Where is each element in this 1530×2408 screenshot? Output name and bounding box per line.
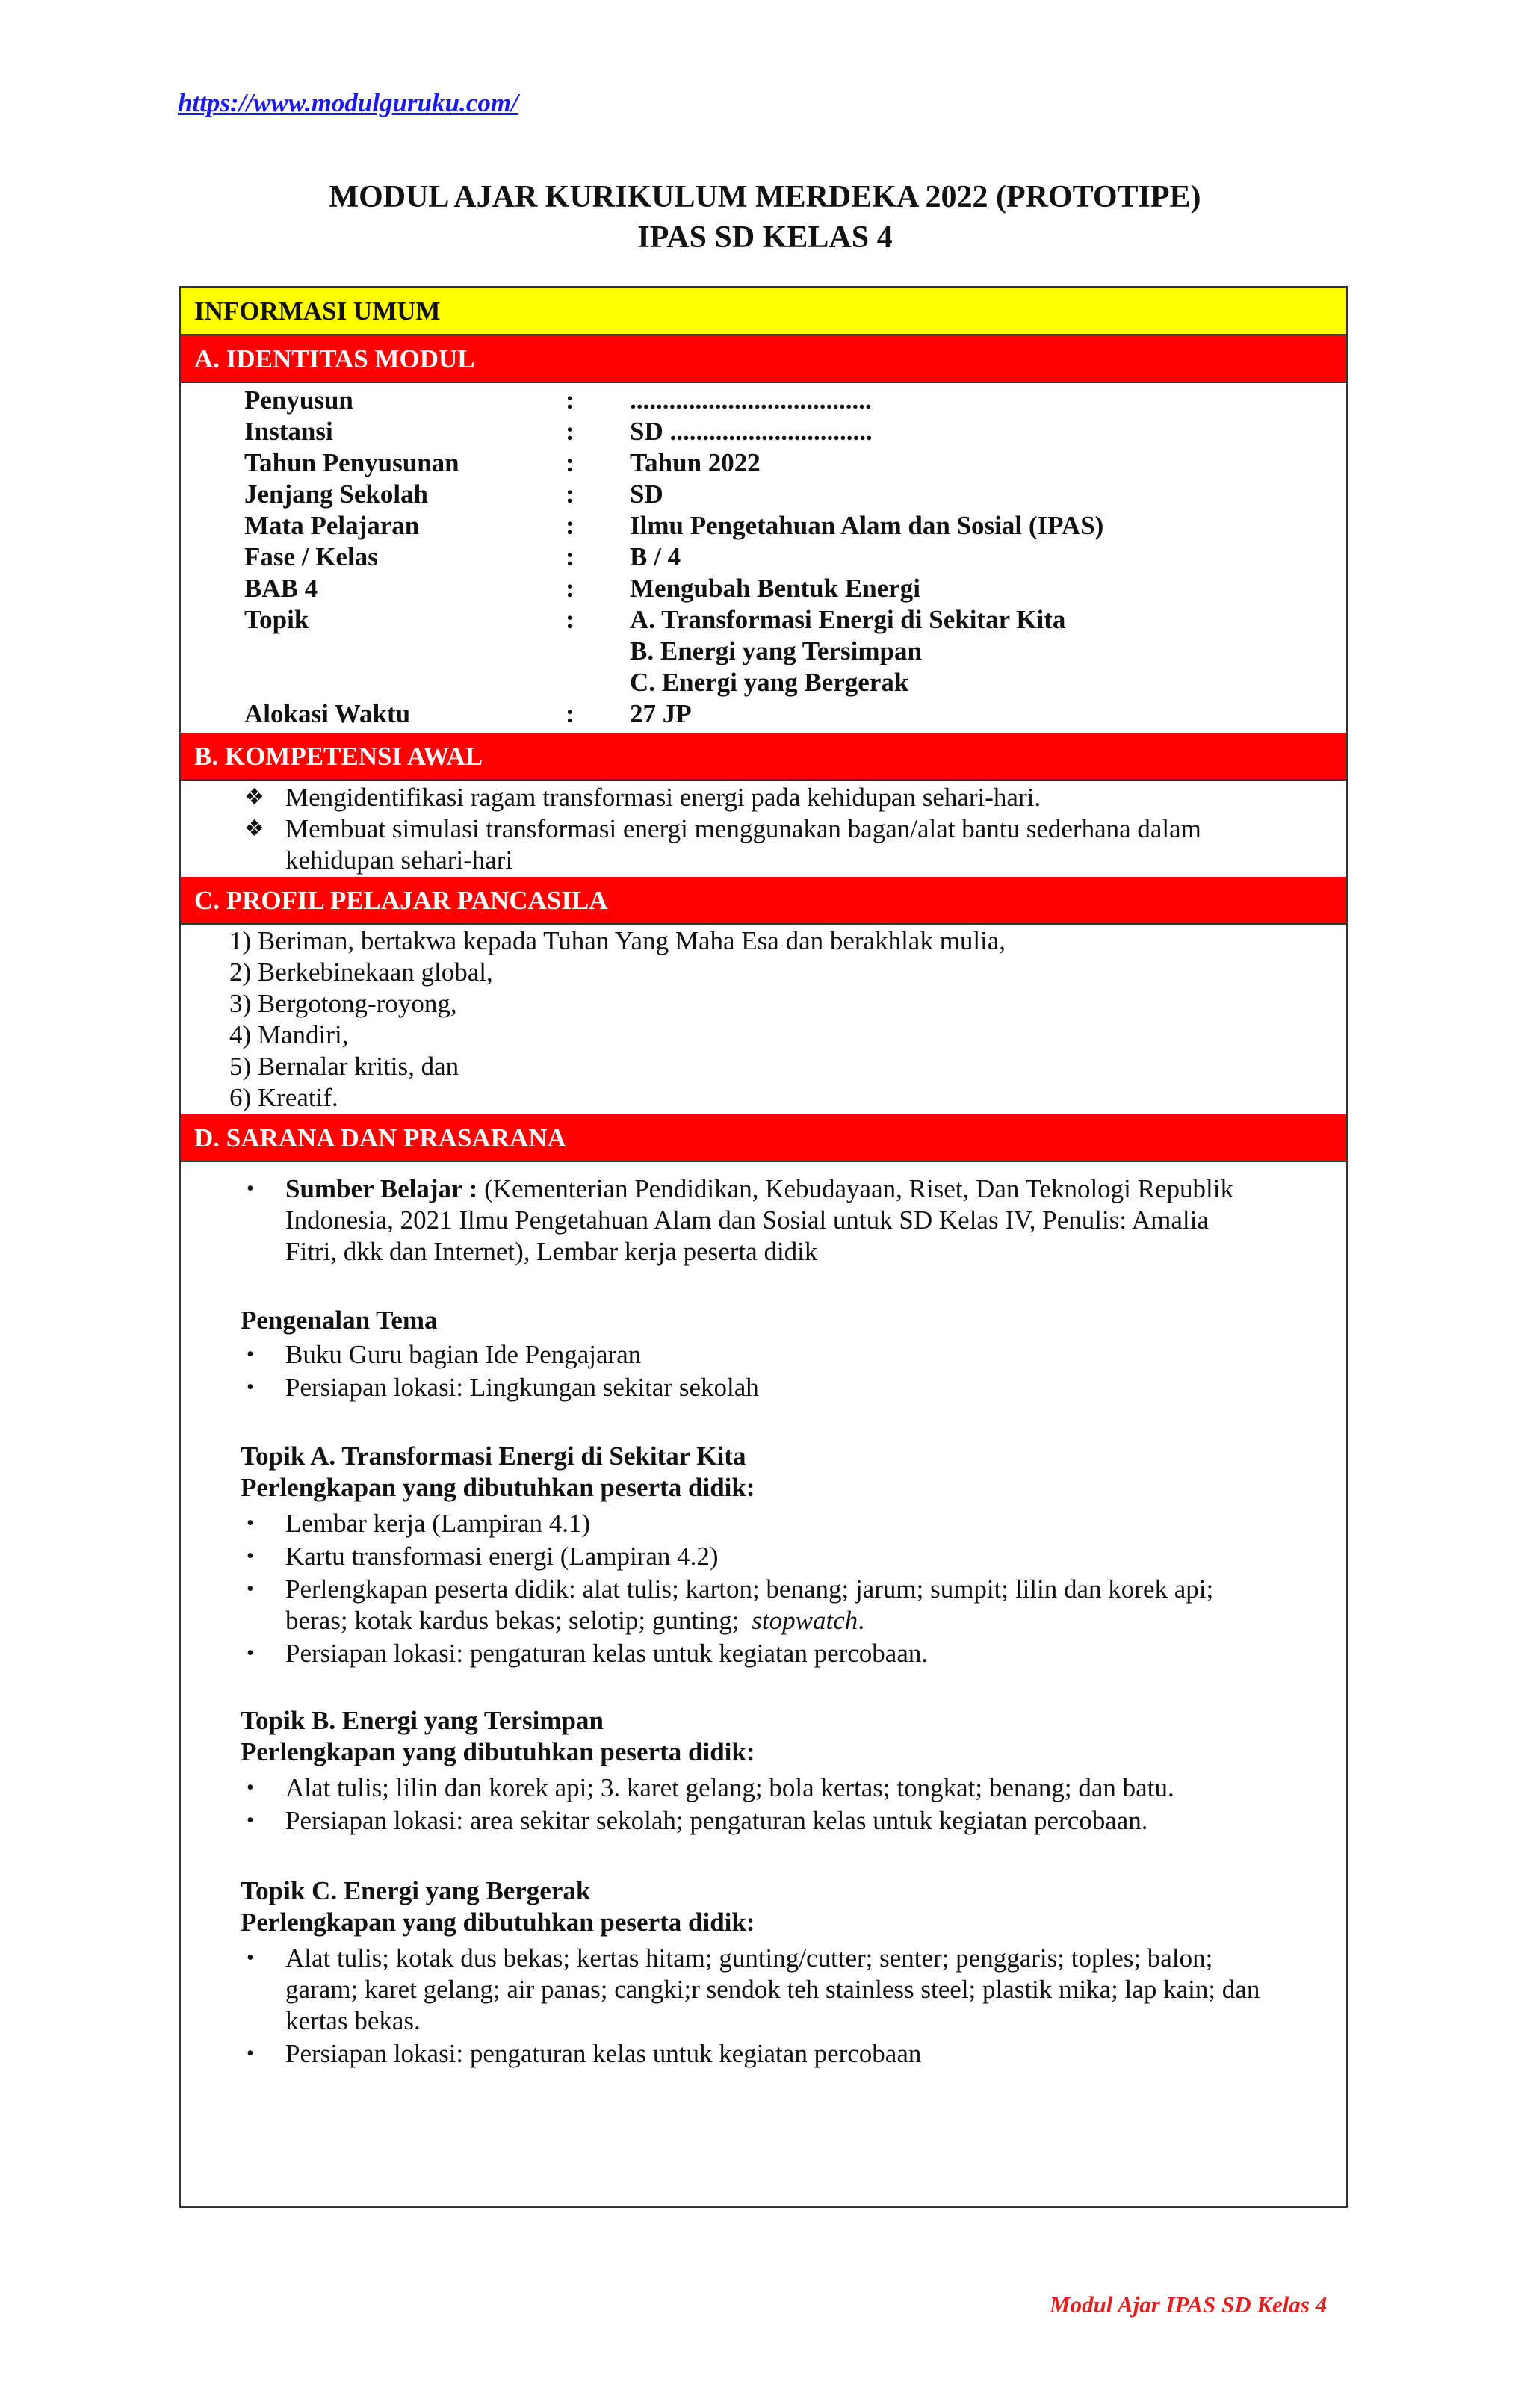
identitas-value: B / 4 [630, 542, 681, 571]
kompetensi-item: Mengidentifikasi ragam transformasi energi pada kehidupan sehari-hari. [285, 783, 1041, 812]
diamond-bullet-icon: ❖ [244, 816, 264, 841]
bullet-icon: • [247, 1809, 254, 1832]
section-a-identitas-modul: A. IDENTITAS MODUL [181, 335, 1346, 383]
kompetensi-item-continued: kehidupan sehari-hari [285, 845, 513, 875]
identitas-label: Topik [244, 605, 309, 634]
bullet-icon: • [247, 1642, 254, 1665]
list-item: Perlengkapan peserta didik: alat tulis; karton; benang; jarum; sumpit; lilin dan korek api; [285, 1574, 1214, 1604]
identitas-colon: : [566, 605, 574, 634]
identitas-label: Tahun Penyusunan [244, 448, 459, 477]
header-url-link[interactable]: https://www.modulguruku.com/ [178, 88, 518, 117]
period-text: . [858, 1606, 864, 1635]
list-item: Kartu transformasi energi (Lampiran 4.2) [285, 1542, 719, 1571]
section-c-profil-pelajar-pancasila: C. PROFIL PELAJAR PANCASILA [181, 877, 1346, 925]
document-title-line-1: MODUL AJAR KURIKULUM MERDEKA 2022 (PROTOTIPE) [329, 180, 1201, 214]
bullet-icon: • [247, 1376, 254, 1399]
bullet-icon: • [247, 1946, 254, 1970]
bullet-icon: • [247, 1512, 254, 1535]
perlengkapan-label: Perlengkapan yang dibutuhkan peserta didik: [241, 1737, 755, 1766]
list-item-text: beras; kotak kardus bekas; selotip; gunting; [285, 1606, 740, 1635]
bullet-icon: • [247, 1776, 254, 1799]
identitas-colon: : [566, 542, 574, 571]
bullet-icon: • [247, 1545, 254, 1568]
identitas-label: Fase / Kelas [244, 542, 378, 571]
sumber-belajar-label: Sumber Belajar : [285, 1174, 478, 1203]
identitas-value: 27 JP [630, 699, 692, 728]
sumber-belajar-text: Indonesia, 2021 Ilmu Pengetahuan Alam dan Sosial untuk SD Kelas IV, Penulis: Amalia [285, 1205, 1209, 1235]
identitas-value: SD ............................... [630, 417, 873, 446]
list-item-continued: garam; karet gelang; air panas; cangki;r sendok teh stainless steel; plastik mika; lap kain; dan [285, 1975, 1260, 2004]
identitas-label: Alokasi Waktu [244, 699, 411, 728]
profil-item: 2) Berkebinekaan global, [229, 958, 493, 987]
list-item: Lembar kerja (Lampiran 4.1) [285, 1509, 591, 1538]
list-item: Buku Guru bagian Ide Pengajaran [285, 1340, 642, 1369]
identitas-value: C. Energi yang Bergerak [630, 668, 909, 697]
identitas-colon: : [566, 511, 574, 540]
topik-a-heading: Topik A. Transformasi Energi di Sekitar Kita [241, 1442, 746, 1471]
identitas-label: Instansi [244, 417, 333, 446]
sumber-belajar-line [285, 1173, 1233, 1205]
identitas-label: Penyusun [244, 385, 353, 415]
perlengkapan-label: Perlengkapan yang dibutuhkan peserta didik: [241, 1908, 755, 1937]
list-item: Alat tulis; lilin dan korek api; 3. karet gelang; bola kertas; tongkat; benang; dan batu. [285, 1773, 1174, 1802]
section-b-kompetensi-awal: B. KOMPETENSI AWAL [181, 733, 1346, 781]
identitas-label: Jenjang Sekolah [244, 480, 429, 509]
topik-c-heading: Topik C. Energi yang Bergerak [241, 1876, 591, 1905]
identitas-colon: : [566, 385, 574, 415]
bullet-icon: • [247, 1577, 254, 1601]
identitas-colon: : [566, 574, 574, 603]
identitas-value: Mengubah Bentuk Energi [630, 574, 920, 603]
bullet-icon: • [247, 1343, 254, 1366]
identitas-colon: : [566, 480, 574, 509]
list-item: Persiapan lokasi: pengaturan kelas untuk kegiatan percobaan. [285, 1639, 929, 1668]
identitas-value: Ilmu Pengetahuan Alam dan Sosial (IPAS) [630, 511, 1104, 540]
list-item: Persiapan lokasi: Lingkungan sekitar sekolah [285, 1373, 759, 1402]
profil-item: 3) Bergotong-royong, [229, 989, 457, 1018]
diamond-bullet-icon: ❖ [244, 785, 264, 810]
identitas-value: SD [630, 480, 663, 509]
identitas-colon: : [566, 417, 574, 446]
identitas-value: ..................................... [630, 385, 872, 415]
profil-item: 5) Bernalar kritis, dan [229, 1052, 459, 1081]
page-footer: Modul Ajar IPAS SD Kelas 4 [1050, 2291, 1328, 2318]
profil-item: 1) Beriman, bertakwa kepada Tuhan Yang Maha Esa dan berakhlak mulia, [229, 926, 1006, 955]
list-item-continued [285, 1605, 864, 1636]
identitas-value: B. Energi yang Tersimpan [630, 636, 922, 665]
kompetensi-item: Membuat simulasi transformasi energi menggunakan bagan/alat bantu sederhana dalam [285, 814, 1201, 843]
stopwatch-text: stopwatch [752, 1606, 858, 1635]
list-item-continued: kertas bekas. [285, 2006, 421, 2035]
bullet-icon: • [247, 1177, 254, 1200]
list-item: Alat tulis; kotak dus bekas; kertas hitam; gunting/cutter; senter; penggaris; toples; balon; [285, 1943, 1213, 1973]
identitas-label: BAB 4 [244, 574, 318, 603]
identitas-label: Mata Pelajaran [244, 511, 420, 540]
sumber-belajar-text: Fitri, dkk dan Internet), Lembar kerja peserta didik [285, 1237, 818, 1266]
list-item: Persiapan lokasi: area sekitar sekolah; pengaturan kelas untuk kegiatan percobaan. [285, 1806, 1148, 1835]
identitas-colon: : [566, 448, 574, 477]
document-title-line-2: IPAS SD KELAS 4 [637, 220, 893, 255]
identitas-value: A. Transformasi Energi di Sekitar Kita [630, 605, 1066, 634]
profil-item: 4) Mandiri, [229, 1020, 349, 1049]
pengenalan-tema-heading: Pengenalan Tema [241, 1306, 438, 1335]
profil-item: 6) Kreatif. [229, 1083, 338, 1112]
section-d-sarana-prasarana: D. SARANA DAN PRASARANA [181, 1114, 1346, 1162]
bullet-icon: • [247, 2042, 254, 2065]
topik-b-heading: Topik B. Energi yang Tersimpan [241, 1706, 604, 1735]
sumber-belajar-text: (Kementerian Pendidikan, Kebudayaan, Riset, Dan Teknologi Republik [484, 1174, 1233, 1203]
section-informasi-umum: INFORMASI UMUM [181, 288, 1346, 335]
identitas-colon: : [566, 699, 574, 728]
list-item: Persiapan lokasi: pengaturan kelas untuk kegiatan percobaan [285, 2039, 922, 2068]
module-info-table [179, 286, 1348, 2208]
perlengkapan-label: Perlengkapan yang dibutuhkan peserta didik: [241, 1473, 755, 1502]
identitas-value: Tahun 2022 [630, 448, 761, 477]
